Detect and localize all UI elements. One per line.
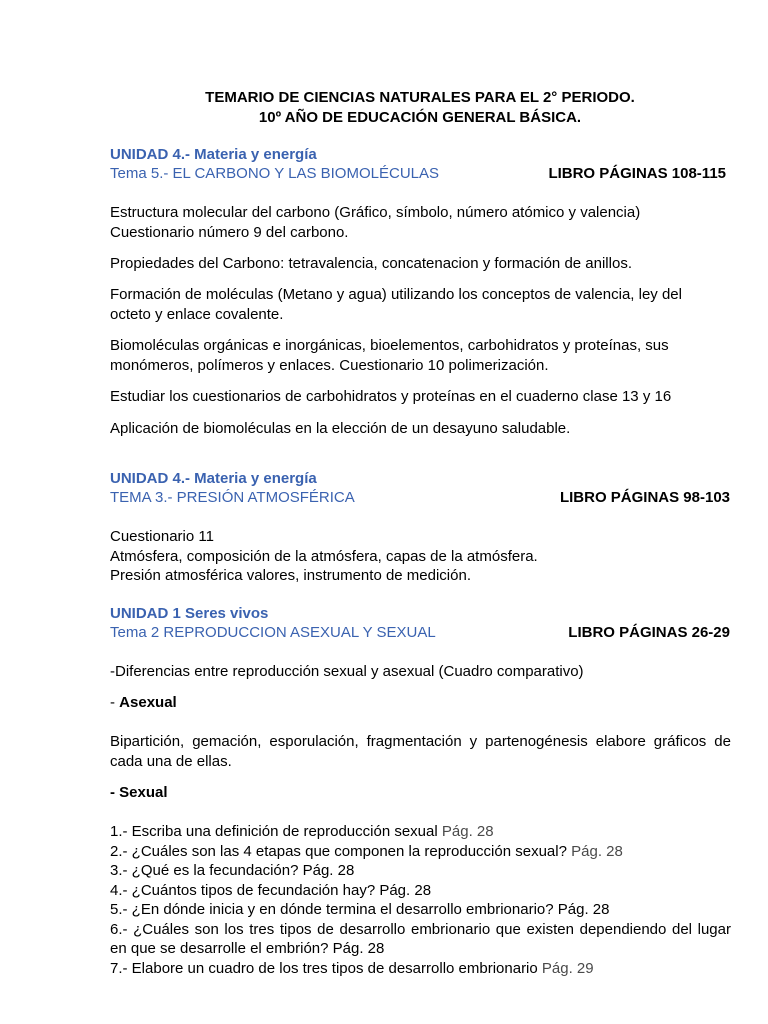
section3-differences: -Diferencias entre reproducción sexual y asexual (Cuadro comparativo) — [110, 663, 584, 680]
asexual-heading: - Asexual — [110, 694, 177, 711]
section2-line-1: Cuestionario 11 — [110, 528, 214, 545]
section2-topic-heading: TEMA 3.- PRESIÓN ATMOSFÉRICA — [110, 489, 355, 506]
section3-topic-heading: Tema 2 REPRODUCCION ASEXUAL Y SEXUAL — [110, 624, 436, 641]
question-4: 4.- ¿Cuántos tipos de fecundación hay? Pág. 28 — [110, 881, 432, 899]
section1-unit-heading: UNIDAD 4.- Materia y energía — [110, 146, 317, 163]
section2-line-3: Presión atmosférica valores, instrumento de medición. — [110, 567, 471, 584]
section2-line-2: Atmósfera, composición de la atmósfera, capas de la atmósfera. — [110, 547, 538, 565]
section1-paragraph-4: Biomoléculas orgánicas e inorgánicas, bioelementos, carbohidratos y proteínas, sus monómeros, polímeros y enlaces. Cuestionario 10 polimerización. — [110, 337, 669, 374]
question-2: 2.- ¿Cuáles son las 4 etapas que componen la reproducción sexual? Pág. 28 — [110, 842, 623, 860]
question-list — [110, 822, 731, 978]
document-title-line1: TEMARIO DE CIENCIAS NATURALES PARA EL 2° PERIODO. — [205, 89, 635, 106]
section1-paragraph-1: Estructura molecular del carbono (Gráfico, símbolo, número atómico y valencia) Cuestionario número 9 del carbono. — [110, 204, 641, 241]
asexual-description: Bipartición, gemación, esporulación, fragmentación y partenogénesis elabore gráficos de cada una de ellas. — [110, 733, 731, 770]
question-6: 6.- ¿Cuáles son los tres tipos de desarrollo embrionario que existen dependiendo del lugar en que se desarrolle el embrión? Pág. 28 — [110, 920, 731, 957]
section1-paragraph-5: Estudiar los cuestionarios de carbohidratos y proteínas en el cuaderno clase 13 y 16 — [110, 388, 672, 405]
section2-list — [110, 527, 731, 586]
section1-paragraph-6: Aplicación de biomoléculas en la elección de un desayuno saludable. — [110, 420, 571, 437]
sexual-heading: - Sexual — [110, 784, 168, 801]
question-3: 3.- ¿Qué es la fecundación? Pág. 28 — [110, 862, 355, 879]
section1-paragraph-2: Propiedades del Carbono: tetravalencia, concatenacion y formación de anillos. — [110, 255, 632, 272]
section3-book-pages: LIBRO PÁGINAS 26-29 — [568, 624, 730, 641]
question-1: 1.- Escriba una definición de reproducción sexual Pág. 28 — [110, 823, 494, 840]
section2-unit-heading: UNIDAD 4.- Materia y energía — [110, 470, 317, 487]
document-title-line2: 10º AÑO DE EDUCACIÓN GENERAL BÁSICA. — [258, 109, 582, 126]
section1-topic-heading: Tema 5.- EL CARBONO Y LAS BIOMOLÉCULAS — [110, 165, 440, 182]
question-5: 5.- ¿En dónde inicia y en dónde termina el desarrollo embrionario? Pág. 28 — [110, 901, 610, 918]
section3-unit-heading: UNIDAD 1 Seres vivos — [110, 605, 269, 622]
section1-paragraph-3: Formación de moléculas (Metano y agua) utilizando los conceptos de valencia, ley del octeto y enlace covalente. — [110, 286, 682, 323]
section1-book-pages: LIBRO PÁGINAS 108-115 — [548, 165, 726, 182]
section2-book-pages: LIBRO PÁGINAS 98-103 — [559, 489, 730, 506]
question-7: 7.- Elabore un cuadro de los tres tipos de desarrollo embrionario Pág. 29 — [110, 959, 594, 977]
